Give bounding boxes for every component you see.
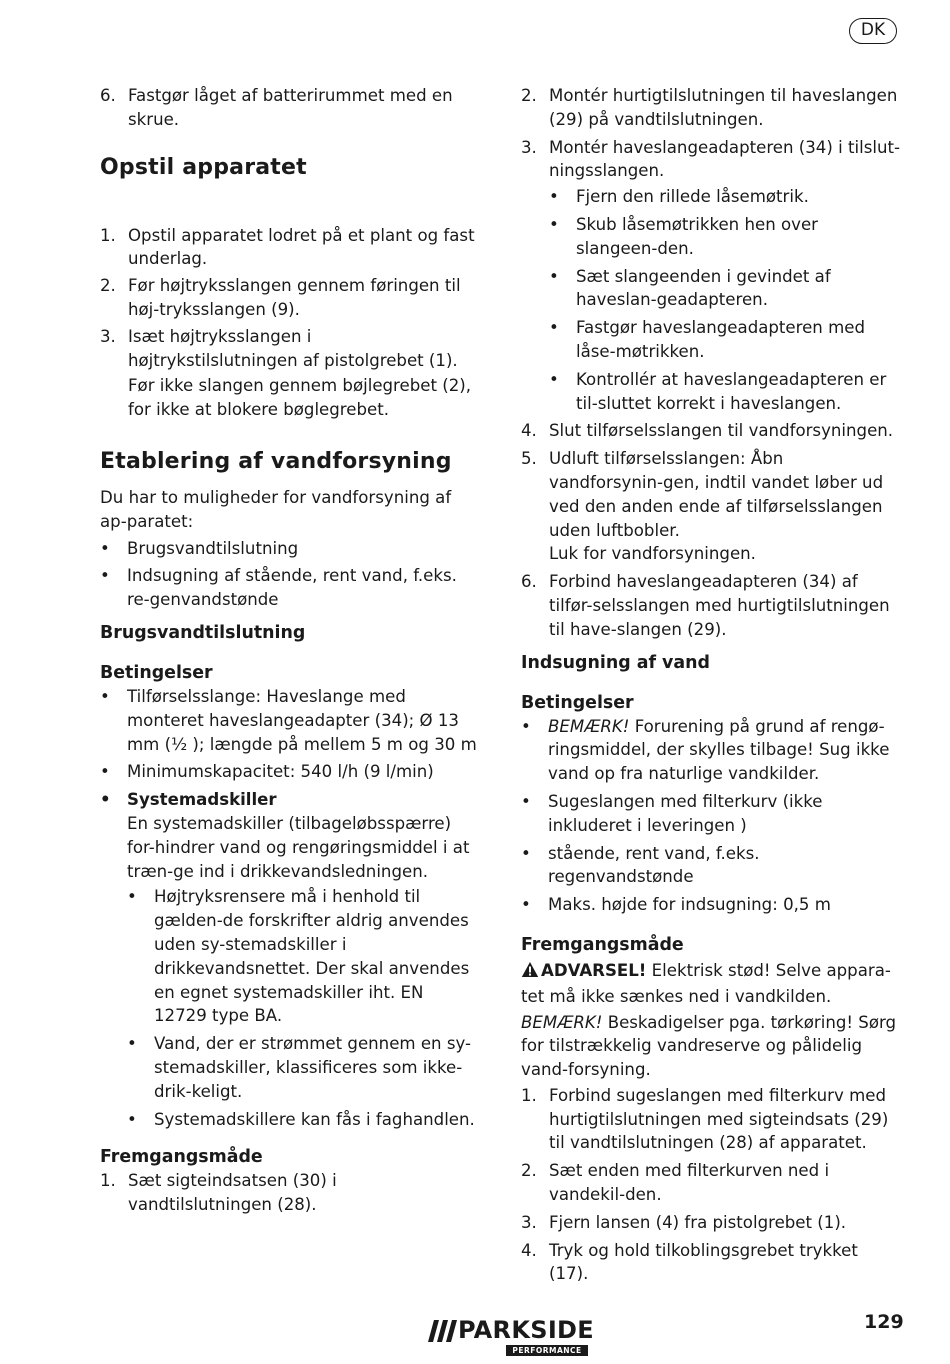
bullet: • xyxy=(549,318,559,338)
language-badge: DK xyxy=(849,18,897,44)
item-number: 4. xyxy=(521,1240,537,1260)
bullet: • xyxy=(521,895,531,915)
notice-label: BEMÆRK! xyxy=(521,1012,603,1032)
list-item xyxy=(521,84,901,132)
item-number: 6. xyxy=(521,572,537,592)
item-text: Udluft tilførselsslangen: Åbn vandforsynin-gen, indtil vandet løber ud ved den anden ende af tilførselsslangen uden luftbobler. xyxy=(549,449,884,540)
subsection-heading: Fremgangsmåde xyxy=(100,1147,263,1168)
item-number: 3. xyxy=(521,1212,537,1232)
item-text: Sæt enden med filterkurven ned i vandekil-den. xyxy=(549,1161,830,1205)
bullet: • xyxy=(521,791,531,811)
item-number: 2. xyxy=(521,1161,537,1181)
warning-text: Elektrisk stød! Selve appara-tet må ikke sænkes ned i vandkilden. xyxy=(521,960,891,1006)
bullet: • xyxy=(100,566,110,586)
list-item xyxy=(100,224,480,272)
section-heading: Opstil apparatet xyxy=(100,154,307,180)
item-text: Sæt sigteindsatsen (30) i vandtilslutningen (28). xyxy=(128,1171,337,1215)
sub-list-item xyxy=(549,185,901,209)
item-note: Luk for vandforsyningen. xyxy=(549,544,756,564)
bullet: • xyxy=(100,762,110,782)
left-column xyxy=(100,84,480,1217)
subsection-heading: Fremgangsmåde xyxy=(521,934,684,955)
item-text: Fjern lansen (4) fra pistolgrebet (1). xyxy=(549,1212,847,1232)
bullet: • xyxy=(521,843,531,863)
setup-list xyxy=(100,224,480,422)
list-item xyxy=(100,537,480,561)
list-item xyxy=(521,1239,901,1287)
logo-subtitle: PERFORMANCE xyxy=(506,1345,588,1356)
item-text: Fjern den rillede låsemøtrik. xyxy=(576,187,809,207)
list-item xyxy=(521,136,901,416)
bullet: • xyxy=(549,187,559,207)
item-number: 4. xyxy=(521,421,537,441)
item-number: 5. xyxy=(521,449,537,469)
bullet: • xyxy=(521,716,531,736)
item-text: Fastgør haveslangeadapteren med låse-møtrikken. xyxy=(576,318,866,361)
section-heading: Etablering af vandforsyning xyxy=(100,448,452,474)
item-text: Skub låsemøtrikken hen over slangeen-den. xyxy=(576,214,818,258)
notice-paragraph xyxy=(521,1011,901,1082)
item-heading: Systemadskiller xyxy=(127,790,277,810)
subsection-heading: Betingelser xyxy=(100,662,213,683)
item-text: Montér hurtigtilslutningen til haveslangen (29) på vandtilslutningen. xyxy=(549,86,898,129)
item-text: Tryk og hold tilkoblingsgrebet trykket (17). xyxy=(549,1240,858,1284)
sub-list-item xyxy=(127,1108,480,1132)
item-text: Brugsvandtilslutning xyxy=(127,538,299,558)
item-text: Sugeslangen med filterkurv (ikke inkluderet i leveringen ) xyxy=(548,791,823,835)
bullet: • xyxy=(549,214,559,234)
subsection-heading: Indsugning af vand xyxy=(521,652,710,673)
bullet: • xyxy=(100,790,111,810)
bullet: • xyxy=(100,538,110,558)
item-note: Før ikke slangen gennem bøjlegrebet (2), for ikke at blokere bøglegrebet. xyxy=(128,376,472,420)
list-item xyxy=(521,842,901,890)
bullet: • xyxy=(127,1109,137,1129)
list-item xyxy=(521,893,901,917)
item-text: Maks. højde for indsugning: 0,5 m xyxy=(548,895,831,915)
notice-text: Beskadigelser pga. tørkøring! Sørg for tilstrækkelig vandreserve og pålidelig vand-forsyning. xyxy=(521,1012,897,1080)
list-item xyxy=(100,274,480,322)
warning-label: ADVARSEL! xyxy=(541,960,647,980)
list-item xyxy=(100,84,480,132)
item-text: Tilførselsslange: Haveslange med monteret haveslangeadapter (34); Ø 13 mm (½ ); længde på mellem 5 m og 30 m xyxy=(127,686,477,754)
section-intro: Du har to muligheder for vandforsyning af ap-paratet: xyxy=(100,487,452,531)
item-text: Fastgør låget af batterirummet med en skrue. xyxy=(128,86,453,129)
item-number: 6. xyxy=(100,86,116,105)
sub-list-item xyxy=(549,316,901,364)
warning-paragraph xyxy=(521,959,901,1009)
item-number: 2. xyxy=(100,276,116,296)
bullet: • xyxy=(549,266,559,286)
item-text: stående, rent vand, f.eks. regenvandstønde xyxy=(548,843,760,887)
notice-label: BEMÆRK! xyxy=(548,716,630,736)
list-item xyxy=(521,447,901,566)
item-text: Opstil apparatet lodret på et plant og fast underlag. xyxy=(128,225,475,269)
item-number: 1. xyxy=(100,1171,116,1191)
item-number: 1. xyxy=(100,225,116,245)
item-text: Isæt højtryksslangen i højtrykstilslutningen af pistolgrebet (1). xyxy=(128,326,458,370)
item-text: Sæt slangeenden i gevindet af haveslan-geadapteren. xyxy=(576,266,831,310)
bullet: • xyxy=(100,686,110,706)
item-text: Kontrollér at haveslangeadapteren er til-sluttet korrekt i haveslangen. xyxy=(576,369,887,413)
item-text: Forbind haveslangeadapteren (34) af tilfør-selsslangen med hurtigtilslutningen til have-slangen (29). xyxy=(549,572,890,639)
item-number: 1. xyxy=(521,1085,537,1105)
list-item xyxy=(521,1211,901,1235)
list-item xyxy=(521,790,901,838)
list-item xyxy=(521,1159,901,1207)
item-text: Forurening på grund af rengø-ringsmiddel, der skylles tilbage! Sug ikke vand op fra naturlige vandkilder. xyxy=(548,716,890,784)
list-item xyxy=(100,760,480,784)
list-item xyxy=(521,419,901,443)
list-item xyxy=(521,715,901,786)
sub-list-item xyxy=(127,885,480,1028)
subsection-heading: Brugsvandtilslutning xyxy=(100,622,306,643)
warning-triangle-icon xyxy=(521,961,541,985)
item-text: Montér haveslangeadapteren (34) i tilslut-ningsslangen. xyxy=(549,137,900,181)
item-text: Før højtryksslangen gennem føringen til høj-tryksslangen (9). xyxy=(128,276,461,319)
list-item xyxy=(521,570,901,641)
item-text: Indsugning af stående, rent vand, f.eks. re-genvandstønde xyxy=(127,566,457,610)
subsection-heading: Betingelser xyxy=(521,692,634,713)
item-number: 3. xyxy=(521,137,537,157)
brand-logo xyxy=(428,1316,594,1358)
item-text: Minimumskapacitet: 540 l/h (9 l/min) xyxy=(127,762,434,782)
logo-wordmark: PARKSIDE xyxy=(458,1316,594,1344)
list-item xyxy=(100,564,480,612)
sub-list-item xyxy=(127,1032,480,1103)
item-number: 3. xyxy=(100,326,116,346)
list-item xyxy=(521,1084,901,1155)
bullet: • xyxy=(127,887,137,907)
item-text: Forbind sugeslangen med filterkurv med hurtigtilslutningen med sigteindsats (29) til vandtilslutningen (28) af apparatet. xyxy=(549,1085,889,1153)
list-item xyxy=(100,788,480,1131)
logo-stripes-icon xyxy=(428,1320,458,1342)
list-item xyxy=(100,325,480,422)
bullet: • xyxy=(549,369,559,389)
item-text: Systemadskillere kan fås i faghandlen. xyxy=(154,1109,475,1129)
item-text: Slut tilførselsslangen til vandforsyningen. xyxy=(549,421,894,441)
item-text: Højtryksrensere må i henhold til gælden-de forskrifter aldrig anvendes uden sy-stemadskiller i drikkevandsnettet. Der skal anvendes en egnet systemadskiller iht. EN 12729 type BA. xyxy=(154,887,470,1026)
item-text: Vand, der er strømmet gennem en sy-stemadskiller, klassificeres som ikke-drik-keligt. xyxy=(154,1034,472,1101)
sub-list-item xyxy=(549,213,901,261)
sub-list-item xyxy=(549,265,901,313)
sub-list-item xyxy=(549,368,901,416)
list-item xyxy=(100,1169,480,1217)
right-column xyxy=(521,84,901,1286)
item-text: En systemadskiller (tilbageløbsspærre) for-hindrer vand og rengøringsmiddel i at træn-ge ind i drikkevandsledningen. xyxy=(127,813,470,881)
page-number: 129 xyxy=(864,1311,904,1333)
list-item xyxy=(100,685,480,756)
item-number: 2. xyxy=(521,86,537,105)
bullet: • xyxy=(127,1034,137,1054)
